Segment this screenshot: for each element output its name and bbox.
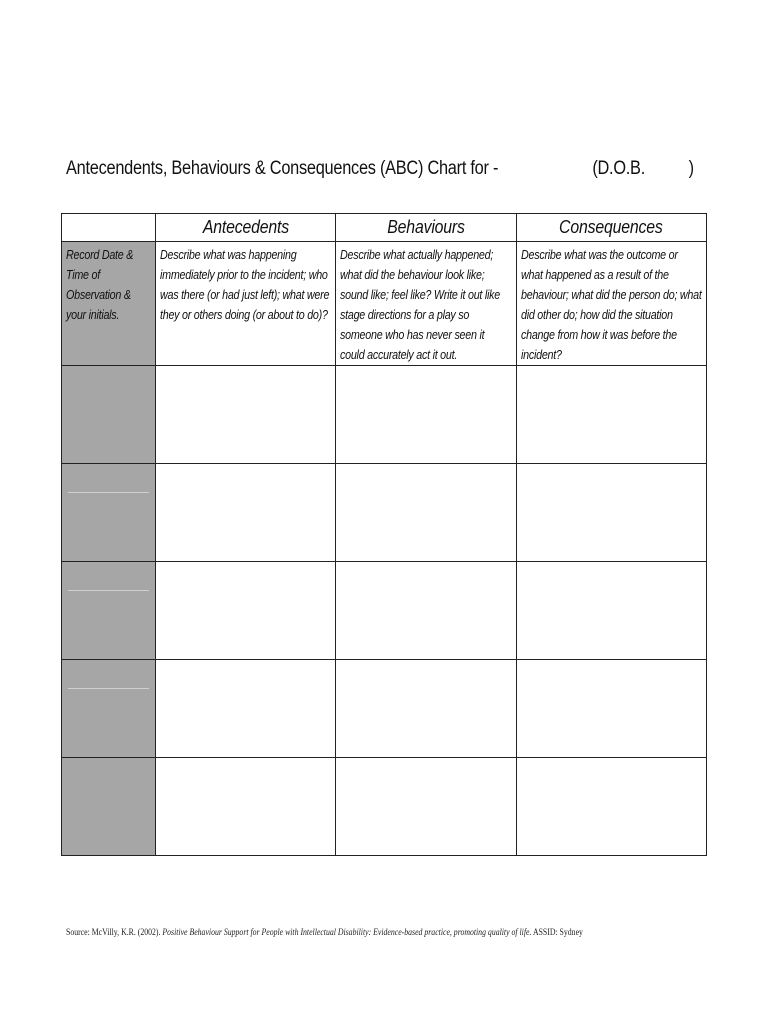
record-date-cell[interactable] [62, 562, 156, 660]
record-date-cell[interactable] [62, 758, 156, 856]
behaviours-entry-cell[interactable] [336, 562, 516, 660]
consequences-instruction: Describe what was the outcome or what happened as a result of the behaviour; what did the person do; what did other do; how did the situation change from how it was before the incident? [516, 242, 706, 366]
antecedents-entry-cell[interactable] [156, 758, 336, 856]
antecedents-entry-cell[interactable] [156, 464, 336, 562]
behaviours-entry-cell[interactable] [336, 758, 516, 856]
behaviours-entry-cell[interactable] [336, 464, 516, 562]
source-prefix: Source: McVilly, K.R. (2002). [66, 928, 161, 938]
date-divider-line [68, 492, 149, 493]
antecedents-instruction: Describe what was happening immediately prior to the incident; who was there (or had just left); what were they or others doing (or about to do)? [156, 242, 336, 366]
date-divider-line [68, 688, 149, 689]
column-header-antecedents: Antecedents [156, 214, 336, 242]
dob-close-paren: ) [688, 158, 694, 179]
header-row [62, 214, 707, 242]
record-date-cell[interactable] [62, 464, 156, 562]
record-instruction: Record Date & Time of Observation & your initials. [62, 242, 156, 366]
date-divider-line [68, 590, 149, 591]
table-row [62, 366, 707, 464]
table-row [62, 660, 707, 758]
consequences-entry-cell[interactable] [516, 366, 706, 464]
source-citation [66, 928, 591, 938]
antecedents-entry-cell[interactable] [156, 660, 336, 758]
behaviours-instruction: Describe what actually happened; what did the behaviour look like; sound like; feel like? Write it out like stage directions for a play so someone who has never seen it could accurately act it out. [336, 242, 516, 366]
column-header-behaviours: Behaviours [336, 214, 516, 242]
table-row [62, 758, 707, 856]
source-title: Positive Behaviour Support for People with Intellectual Disability: Evidence-based practice, promoting quality of life. [162, 928, 532, 938]
page-title [66, 158, 694, 186]
behaviours-entry-cell[interactable] [336, 660, 516, 758]
chart-title: Antecendents, Behaviours & Consequences (ABC) Chart for - [66, 158, 499, 179]
record-date-cell[interactable] [62, 660, 156, 758]
header-blank-cell [62, 214, 156, 242]
antecedents-entry-cell[interactable] [156, 366, 336, 464]
column-header-consequences: Consequences [516, 214, 706, 242]
behaviours-entry-cell[interactable] [336, 366, 516, 464]
table-row [62, 464, 707, 562]
consequences-entry-cell[interactable] [516, 758, 706, 856]
antecedents-entry-cell[interactable] [156, 562, 336, 660]
consequences-entry-cell[interactable] [516, 562, 706, 660]
consequences-entry-cell[interactable] [516, 464, 706, 562]
description-row [62, 242, 707, 366]
source-suffix: ASSID: Sydney [532, 928, 583, 938]
table-row [62, 562, 707, 660]
consequences-entry-cell[interactable] [516, 660, 706, 758]
dob-label: (D.O.B. [592, 158, 645, 179]
record-date-cell[interactable] [62, 366, 156, 464]
abc-chart-table [61, 213, 707, 856]
